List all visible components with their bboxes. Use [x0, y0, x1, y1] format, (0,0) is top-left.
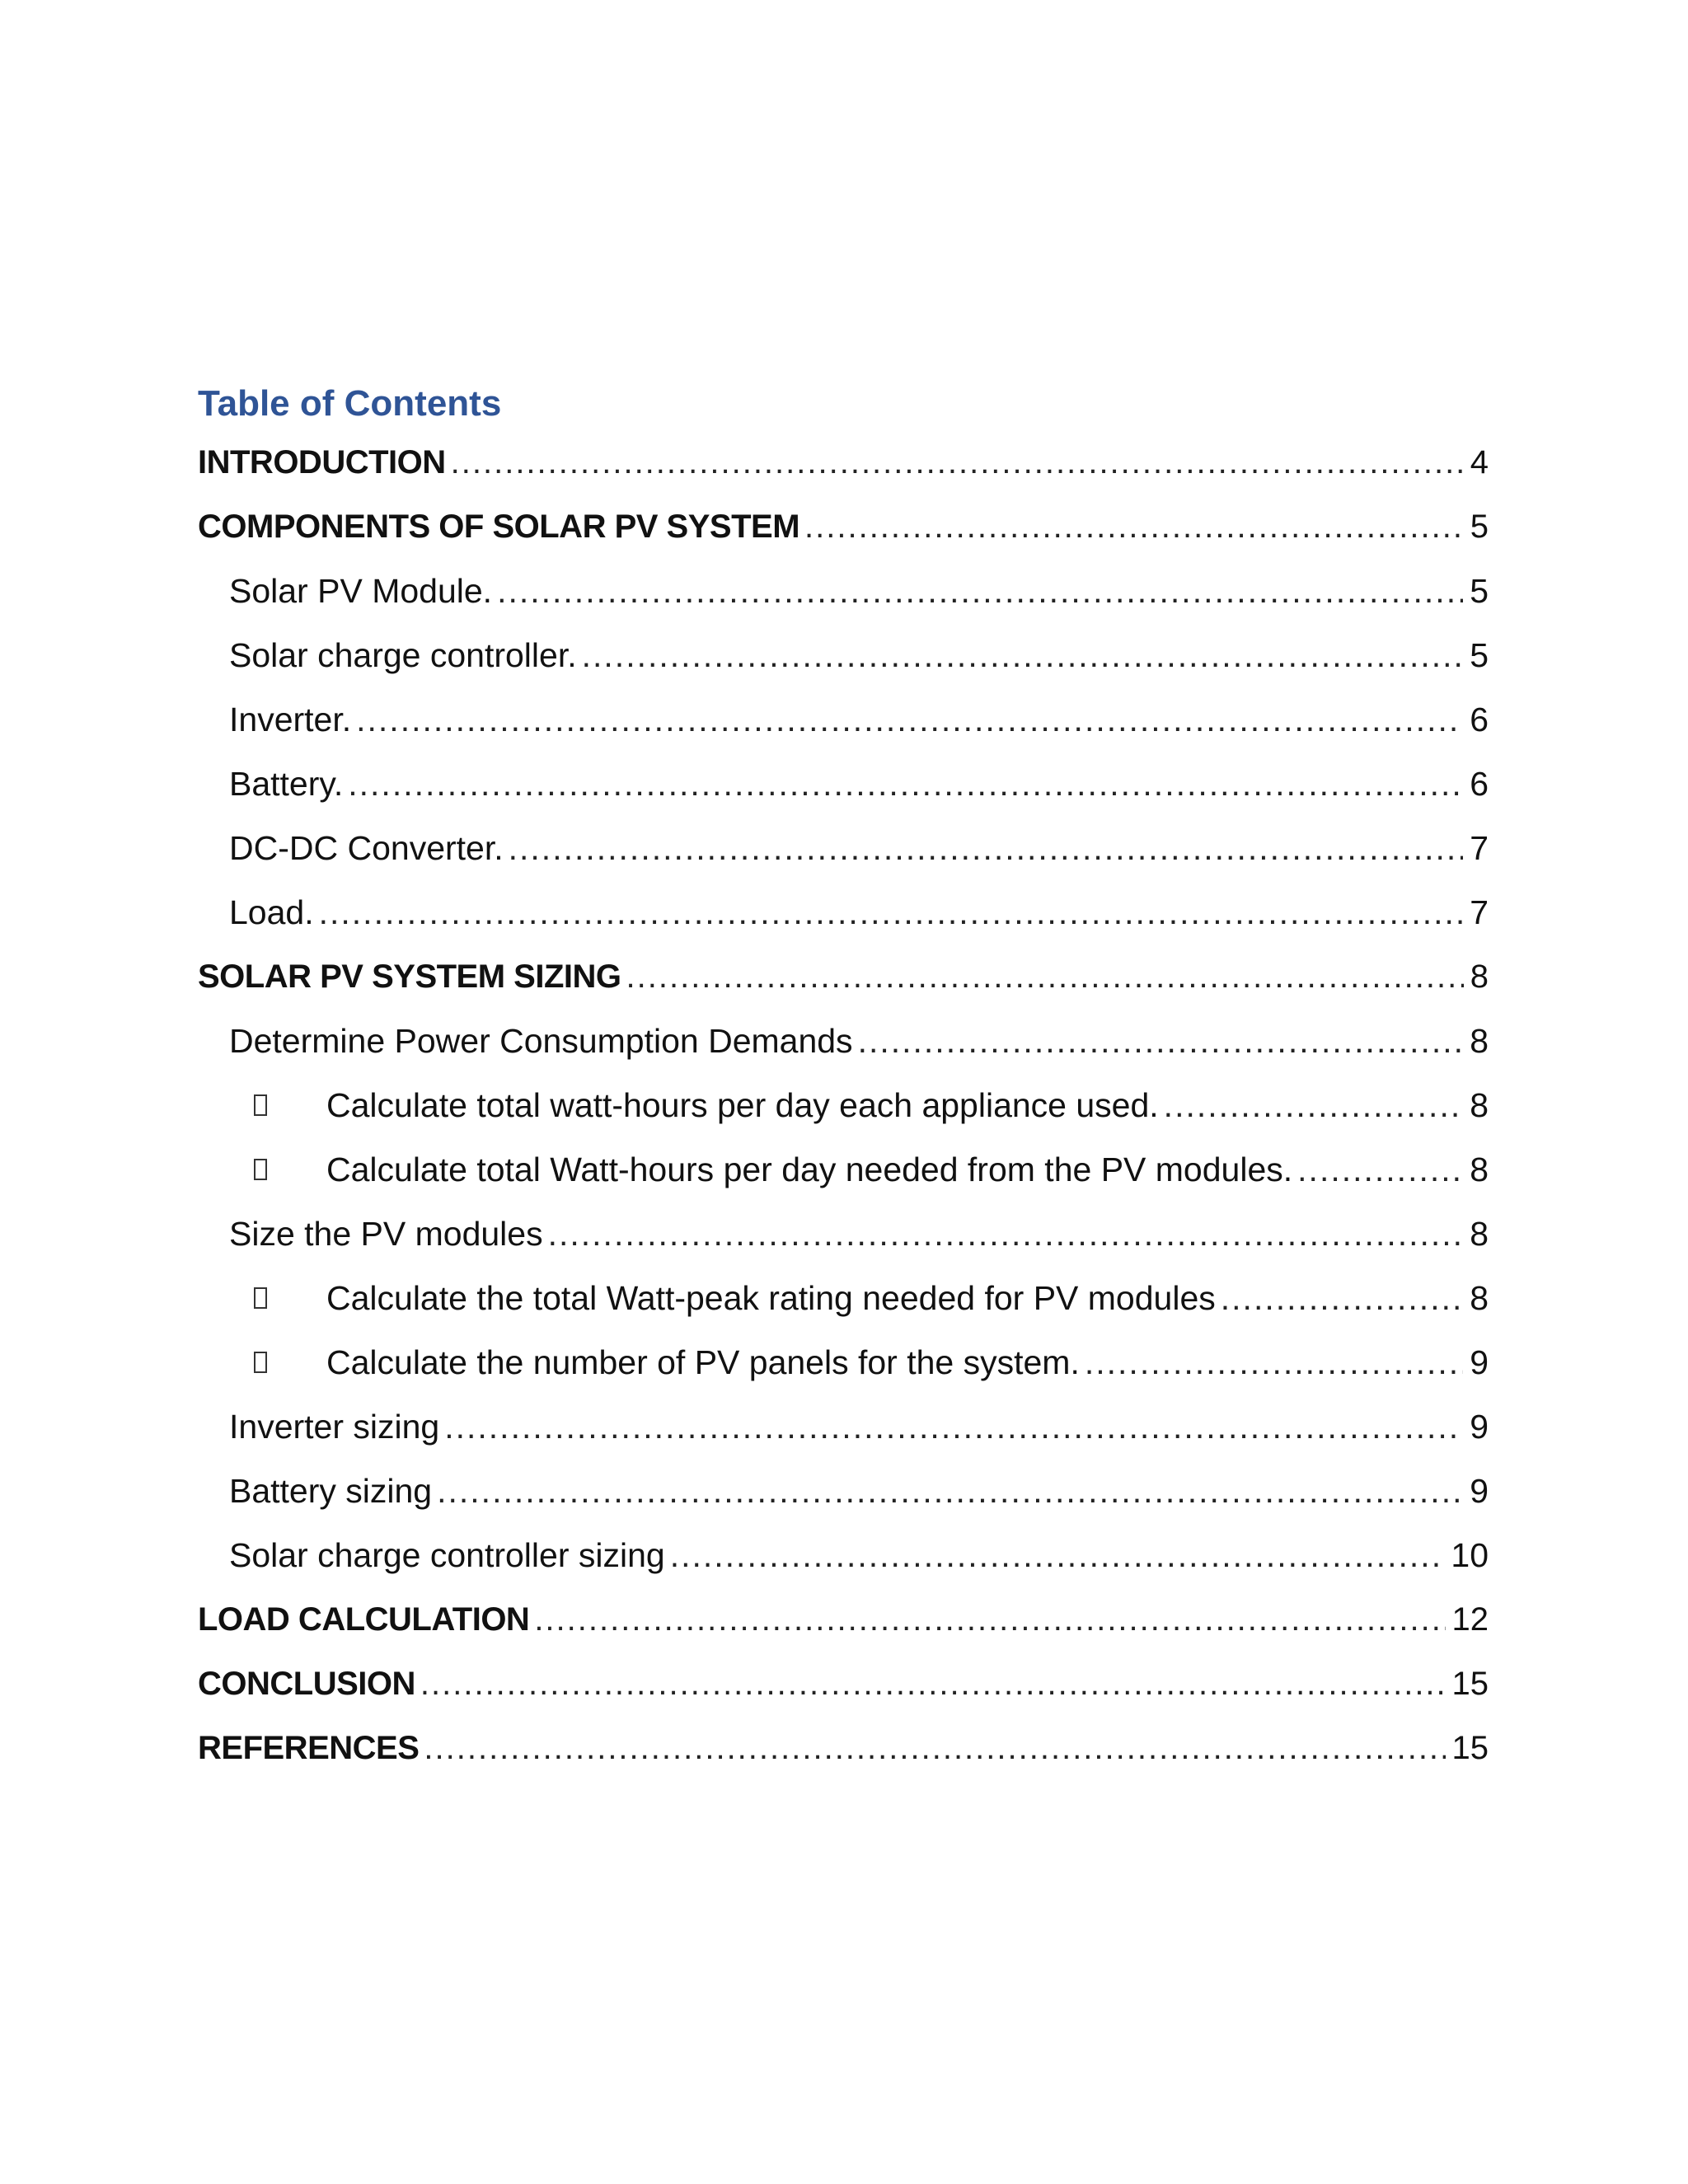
dot-leader: [424, 1725, 1445, 1771]
toc-entry-page-number: 9: [1470, 1408, 1489, 1446]
dot-leader: [444, 1404, 1463, 1450]
toc-entry[interactable]: [198, 1137, 1489, 1202]
toc-entry-page-number: 5: [1470, 572, 1489, 610]
toc-entry-label: SOLAR PV SYSTEM SIZING: [198, 958, 621, 995]
toc-entry[interactable]: [198, 1009, 1489, 1073]
toc-entry-page-number: 8: [1470, 958, 1489, 995]
toc-entry[interactable]: [198, 1266, 1489, 1330]
toc-entry[interactable]: [198, 944, 1489, 1009]
dot-leader: [548, 1211, 1464, 1257]
dot-leader: [420, 1661, 1446, 1707]
toc-entry-label: INTRODUCTION: [198, 444, 446, 480]
toc-entry[interactable]: [198, 623, 1489, 687]
toc-entry-page-number: 5: [1470, 636, 1489, 674]
toc-entry-page-number: 6: [1470, 701, 1489, 738]
dot-leader: [804, 504, 1464, 550]
missing-glyph-bullet-icon: [254, 1094, 267, 1116]
toc-entry-page-number: 5: [1470, 509, 1489, 545]
toc-entry-page-number: 9: [1470, 1472, 1489, 1510]
missing-glyph-bullet-icon: [254, 1159, 267, 1180]
toc-entry-page-number: 8: [1470, 1279, 1489, 1317]
toc-entry-page-number: 4: [1470, 444, 1489, 480]
dot-leader: [1221, 1275, 1463, 1321]
dot-leader: [626, 954, 1464, 1000]
dot-leader: [858, 1018, 1464, 1064]
toc-entry-page-number: 9: [1470, 1343, 1489, 1381]
toc-entry-label: Inverter.: [229, 701, 352, 738]
toc-entry[interactable]: [198, 559, 1489, 623]
toc-entry-label: Load.: [229, 893, 314, 931]
toc-entry[interactable]: [198, 1716, 1489, 1780]
toc-entry[interactable]: [198, 1459, 1489, 1523]
dot-leader: [497, 568, 1463, 614]
dot-leader: [356, 696, 1463, 743]
toc-entry-label: Size the PV modules: [229, 1215, 543, 1253]
toc-entry[interactable]: [198, 1202, 1489, 1266]
toc-entry-page-number: 15: [1451, 1730, 1489, 1766]
toc-entry-label: Battery sizing: [229, 1472, 433, 1510]
toc-entry-label: COMPONENTS OF SOLAR PV SYSTEM: [198, 509, 800, 545]
toc-entry-page-number: 12: [1451, 1601, 1489, 1638]
toc-entry[interactable]: [198, 494, 1489, 559]
toc-entry-label: Battery.: [229, 765, 344, 803]
toc-entry[interactable]: [198, 1330, 1489, 1394]
toc-entry[interactable]: [198, 816, 1489, 880]
toc-entry[interactable]: [198, 430, 1489, 494]
dot-leader: [1085, 1339, 1463, 1385]
toc-entry-page-number: 6: [1470, 765, 1489, 803]
toc-entry-label: Solar charge controller.: [229, 636, 577, 674]
toc-entry-label: DC-DC Converter.: [229, 829, 504, 867]
toc-entry-label: Inverter sizing: [229, 1408, 440, 1446]
dot-leader: [1164, 1082, 1464, 1128]
dot-leader: [509, 825, 1464, 871]
toc-entry[interactable]: [198, 752, 1489, 816]
toc-entry-label: Calculate the total Watt-peak rating needed for PV modules: [326, 1279, 1216, 1317]
toc-entry-label: REFERENCES: [198, 1730, 420, 1766]
toc-entry[interactable]: [198, 1523, 1489, 1587]
toc-entry[interactable]: [198, 1394, 1489, 1459]
toc-entry-page-number: 8: [1470, 1151, 1489, 1188]
toc-entry-label: LOAD CALCULATION: [198, 1601, 530, 1638]
dot-leader: [534, 1596, 1445, 1643]
toc-title: Table of Contents: [198, 383, 502, 424]
dot-leader: [319, 889, 1464, 935]
toc-entry-label: Calculate the number of PV panels for the system.: [326, 1343, 1080, 1381]
toc-entry[interactable]: [198, 1587, 1489, 1652]
toc-entry-label: CONCLUSION: [198, 1666, 415, 1702]
toc-entry[interactable]: [198, 687, 1489, 752]
toc-entry-page-number: 8: [1470, 1022, 1489, 1060]
dot-leader: [451, 439, 1464, 485]
toc-entry-label: Calculate total Watt-hours per day needed from the PV modules.: [326, 1151, 1293, 1188]
toc-entry[interactable]: [198, 1652, 1489, 1716]
toc-entry-page-number: 7: [1470, 893, 1489, 931]
toc-entry[interactable]: [198, 1073, 1489, 1137]
toc-entry-page-number: 10: [1451, 1536, 1489, 1574]
dot-leader: [670, 1532, 1445, 1578]
toc-entry[interactable]: [198, 880, 1489, 944]
missing-glyph-bullet-icon: [254, 1287, 267, 1309]
toc-entry-page-number: 8: [1470, 1086, 1489, 1124]
dot-leader: [582, 632, 1464, 678]
toc-entry-page-number: 15: [1451, 1666, 1489, 1702]
dot-leader: [348, 761, 1463, 807]
toc-list: [198, 430, 1489, 1780]
toc-entry-page-number: 7: [1470, 829, 1489, 867]
missing-glyph-bullet-icon: [254, 1352, 267, 1373]
toc-entry-label: Calculate total watt-hours per day each appliance used.: [326, 1086, 1159, 1124]
toc-entry-label: Solar PV Module.: [229, 572, 493, 610]
dot-leader: [437, 1468, 1463, 1514]
toc-entry-label: Solar charge controller sizing: [229, 1536, 665, 1574]
toc-entry-page-number: 8: [1470, 1215, 1489, 1253]
toc-entry-label: Determine Power Consumption Demands: [229, 1022, 853, 1060]
dot-leader: [1297, 1146, 1463, 1193]
